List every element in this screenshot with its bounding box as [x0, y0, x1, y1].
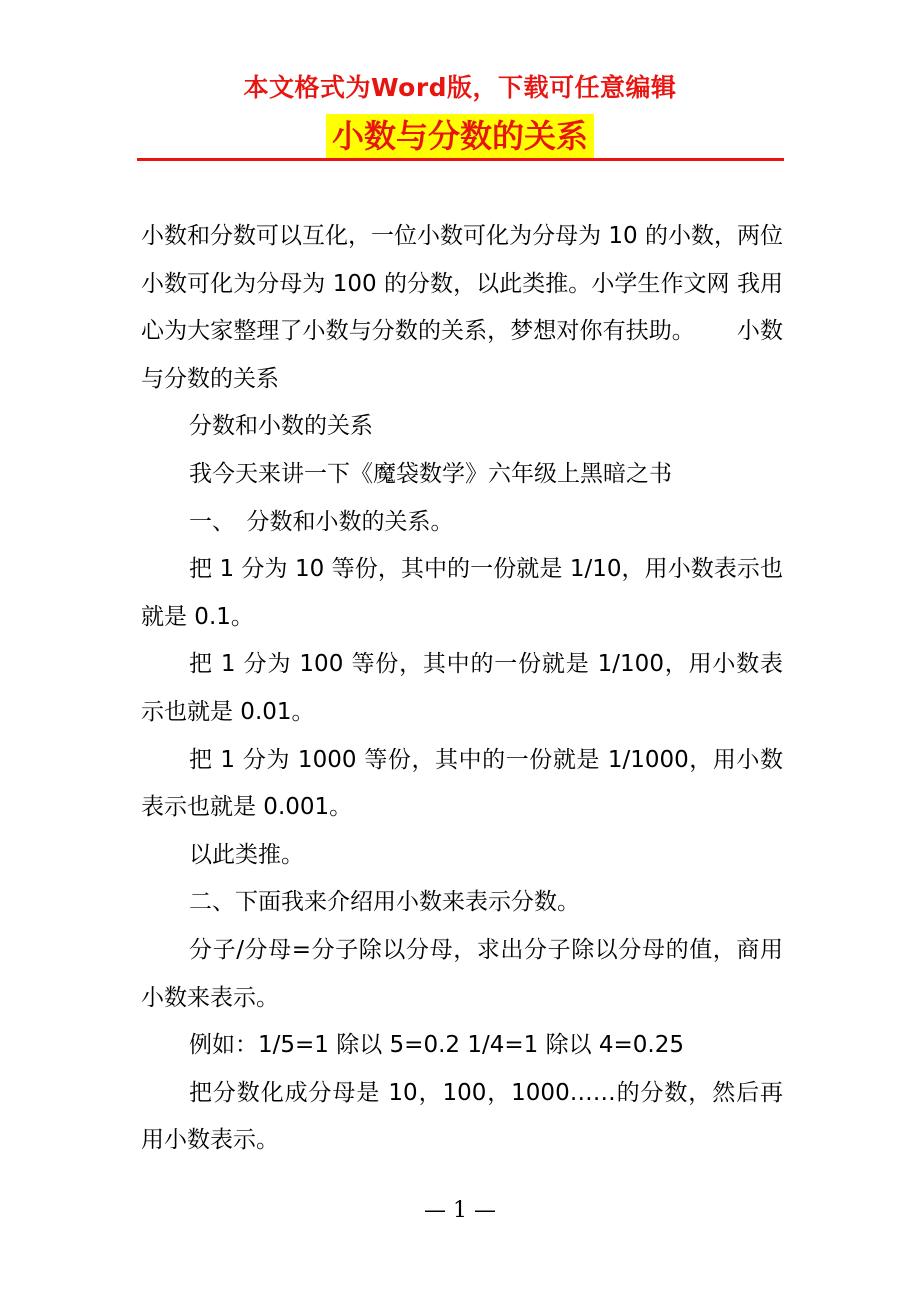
document-body — [141, 213, 783, 1165]
paragraph: 把 1 分为 10 等份，其中的一份就是 1/10，用小数表示也就是 0.1。 — [141, 556, 783, 630]
paragraph: 分子/分母=分子除以分母，求出分子除以分母的值，商用小数来表示。 — [141, 936, 783, 1011]
intro-paragraph: 小数和分数可以互化，一位小数可化为分母为 10 的小数，两位小数可化为分母为 100 的分数，以此类推。小学生作文网 我用心为大家整理了小数与分数的关系，梦想对你有扶助。 小数与分数的关系 — [141, 223, 783, 392]
paragraph: 把分数化成分母是 10，100，1000……的分数，然后再用小数表示。 — [141, 1079, 783, 1154]
paragraph: 例如：1/5=1 除以 5=0.2 1/4=1 除以 4=0.25 — [189, 1032, 684, 1059]
section-heading: 二、下面我来介绍用小数来表示分数。 — [189, 889, 580, 916]
paragraph: 我今天来讲一下《魔袋数学》六年级上黑暗之书 — [189, 460, 672, 487]
title-divider — [137, 158, 784, 161]
paragraph: 把 1 分为 1000 等份，其中的一份就是 1/1000，用小数表示也就是 0.001。 — [141, 746, 783, 821]
page-number: — 1 — — [424, 1198, 496, 1223]
paragraph: 分数和小数的关系 — [189, 413, 373, 440]
paragraph: 把 1 分为 100 等份，其中的一份就是 1/100，用小数表示也就是 0.01。 — [141, 651, 783, 725]
paragraph: 以此类推。 — [189, 841, 304, 868]
format-notice: 本文格式为Word版，下载可任意编辑 — [243, 73, 677, 102]
title-container — [0, 114, 920, 158]
document-title: 小数与分数的关系 — [326, 114, 594, 158]
section-heading: 一、 分数和小数的关系。 — [189, 508, 454, 535]
